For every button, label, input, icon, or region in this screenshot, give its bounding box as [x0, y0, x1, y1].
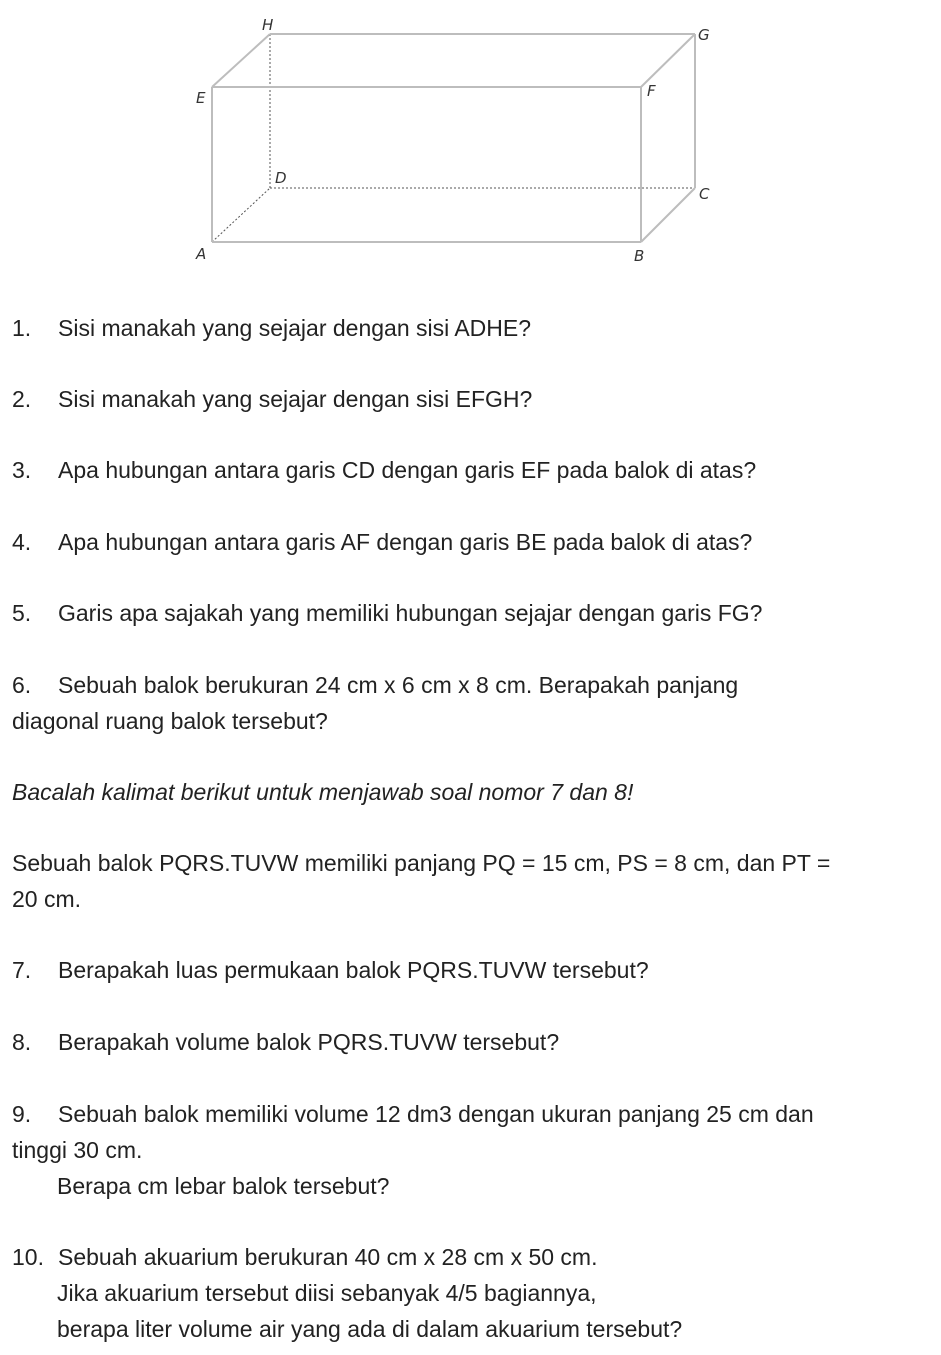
- question-text: Garis apa sajakah yang memiliki hubungan sejajar dengan garis FG?: [58, 600, 763, 626]
- question-number: 1.: [12, 315, 32, 341]
- question-3: [12, 452, 756, 488]
- question-number: 4.: [12, 529, 32, 555]
- edge-EH: [212, 34, 270, 87]
- question-text: Sebuah balok berukuran 24 cm x 6 cm x 8 cm. Berapakah panjang: [58, 672, 739, 698]
- edge-BC: [641, 188, 695, 242]
- vertex-label-E: E: [196, 89, 206, 107]
- vertex-label-F: F: [647, 82, 656, 100]
- edge-AD: [212, 188, 270, 242]
- question-number: 7.: [12, 957, 32, 983]
- vertex-label-C: C: [699, 185, 710, 203]
- vertex-label-D: D: [275, 169, 287, 187]
- edge-FG: [641, 34, 695, 87]
- question-text: Sisi manakah yang sejajar dengan sisi EFGH?: [58, 386, 533, 412]
- question-6: [12, 667, 738, 703]
- question-9: [12, 1096, 814, 1132]
- question-text: Berapakah luas permukaan balok PQRS.TUVW tersebut?: [58, 957, 649, 983]
- question-1: [12, 310, 531, 346]
- context-line-1: Sebuah balok PQRS.TUVW memiliki panjang PQ = 15 cm, PS = 8 cm, dan PT =: [12, 850, 831, 876]
- question-number: 5.: [12, 600, 32, 626]
- vertex-label-H: H: [262, 16, 274, 34]
- question-number: 2.: [12, 386, 32, 412]
- question-number: 3.: [12, 457, 32, 483]
- prism-figure: [0, 0, 941, 290]
- question-9-subquestion: Berapa cm lebar balok tersebut?: [57, 1173, 390, 1199]
- vertex-label-B: B: [634, 247, 645, 265]
- question-10-continuation: Jika akuarium tersebut diisi sebanyak 4/5 bagiannya,: [57, 1280, 597, 1306]
- question-text: Sebuah akuarium berukuran 40 cm x 28 cm x 50 cm.: [58, 1244, 598, 1270]
- question-number: 10.: [12, 1244, 44, 1270]
- question-text: Sisi manakah yang sejajar dengan sisi ADHE?: [58, 315, 532, 341]
- question-text: Sebuah balok memiliki volume 12 dm3 dengan ukuran panjang 25 cm dan: [58, 1101, 814, 1127]
- question-2: [12, 381, 532, 417]
- question-7: [12, 952, 649, 988]
- question-10: [12, 1239, 597, 1275]
- question-9-continuation: tinggi 30 cm.: [12, 1137, 143, 1163]
- question-text: Berapakah volume balok PQRS.TUVW tersebut?: [58, 1029, 560, 1055]
- question-number: 6.: [12, 672, 32, 698]
- question-text: Apa hubungan antara garis AF dengan garis BE pada balok di atas?: [58, 529, 753, 555]
- question-5: [12, 595, 762, 631]
- question-number: 9.: [12, 1101, 32, 1127]
- question-8: [12, 1024, 559, 1060]
- question-text: Apa hubungan antara garis CD dengan garis EF pada balok di atas?: [58, 457, 757, 483]
- vertex-label-A: A: [196, 245, 207, 263]
- question-number: 8.: [12, 1029, 32, 1055]
- instruction-text: Bacalah kalimat berikut untuk menjawab soal nomor 7 dan 8!: [12, 779, 634, 805]
- question-10-subquestion: berapa liter volume air yang ada di dalam akuarium tersebut?: [57, 1316, 683, 1342]
- question-4: [12, 524, 752, 560]
- question-6-continuation: diagonal ruang balok tersebut?: [12, 708, 328, 734]
- vertex-label-G: G: [698, 26, 710, 44]
- context-line-2: 20 cm.: [12, 886, 82, 912]
